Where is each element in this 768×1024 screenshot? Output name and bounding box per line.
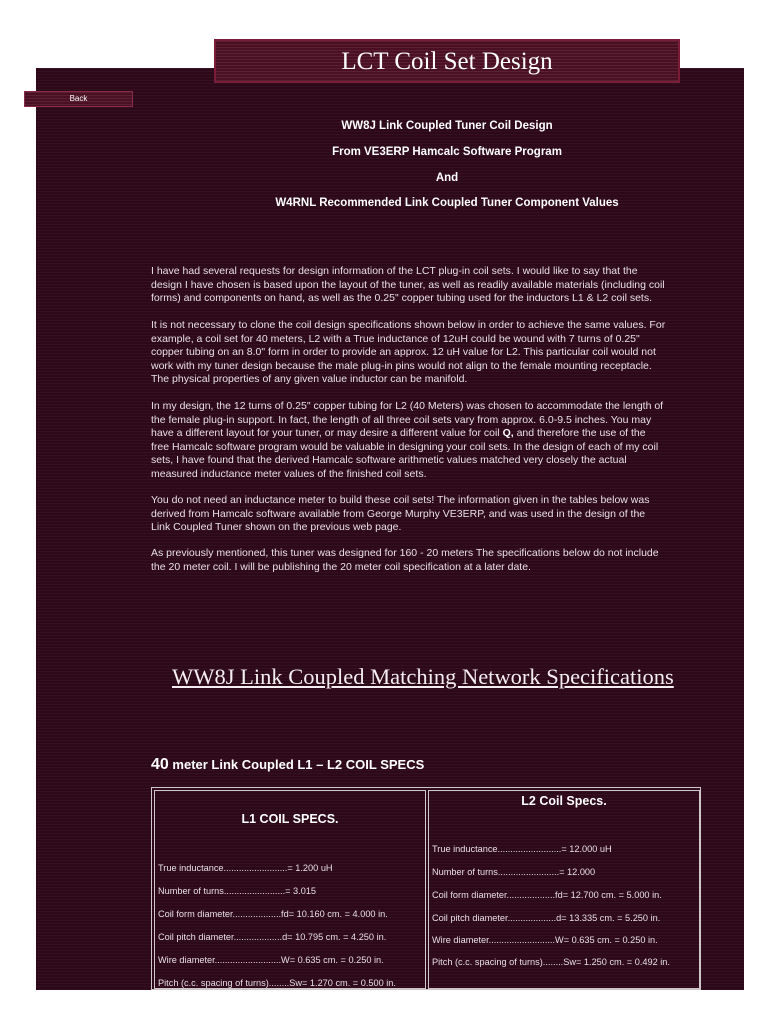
- heading-coil-design: WW8J Link Coupled Tuner Coil Design: [341, 120, 553, 132]
- l1-spec-line: Coil form diameter...................fd= 10.160 cm. = 4.000 in.: [158, 909, 388, 919]
- paragraph-meter: You do not need an inductance meter to build these coil sets! The information given in the tables below was derived from Hamcalc software available from George Murphy VE3ERP, and was used in the design of the Link Coupled Tuner shown on the previous web page.: [151, 494, 650, 534]
- specs-heading-number: 40: [151, 756, 169, 773]
- specs-heading-text: meter Link Coupled L1 – L2 COIL SPECS: [168, 757, 425, 772]
- l2-spec-line: Wire diameter..........................W= 0.635 cm. = 0.250 in.: [432, 935, 658, 945]
- heading-hamcalc-source: From VE3ERP Hamcalc Software Program: [332, 146, 562, 158]
- paragraph-intro: I have had several requests for design information of the LCT plug-in coil sets. I would like to say that the design I have chosen is based upon the layout of the tuner, as well as readily available materials (including coil forms) and components on hand, as well as the 0.25" copper tubing used for the inductors L1 & L2 coil sets.: [151, 265, 665, 305]
- coil-specs-table: [151, 787, 701, 990]
- paragraph-previous: As previously mentioned, this tuner was designed for 160 - 20 meters The specifications below do not include the 20 meter coil. I will be publishing the 20 meter coil specification at a later date.: [151, 547, 659, 573]
- l2-spec-line: True inductance.........................= 12.000 uH: [432, 844, 612, 854]
- l1-spec-line: True inductance.........................= 1.200 uH: [158, 863, 333, 873]
- specs-heading: [151, 756, 424, 774]
- l1-spec-line: Pitch (c.c. spacing of turns)........Sw= 1.270 cm. = 0.500 in.: [158, 978, 396, 988]
- l2-title: L2 Coil Specs.: [521, 794, 607, 808]
- paragraph-design-part1: In my design, the 12 turns of 0.25" copper tubing for L2 (40 Meters) was chosen to accommodate the length of the female plug-in support. In fact, the length of all three coil sets vary from approx. 6.0-9.5 inches. You may have a different layout for your tuner, or may desire a different value for coil: [151, 400, 664, 440]
- l1-title: L1 COIL SPECS.: [241, 812, 339, 826]
- l2-spec-line: Pitch (c.c. spacing of turns)........Sw= 1.250 cm. = 0.492 in.: [432, 957, 670, 967]
- l1-spec-line: Number of turns........................= 3.015: [158, 886, 317, 896]
- coil-q-label: Q,: [502, 427, 514, 440]
- l1-spec-line: Coil pitch diameter...................d= 10.795 cm. = 4.250 in.: [158, 932, 387, 942]
- paragraph-design: [151, 400, 745, 482]
- page-title: LCT Coil Set Design: [214, 39, 680, 83]
- back-button[interactable]: Back: [24, 91, 133, 107]
- l2-spec-line: Number of turns........................= 12.000: [432, 867, 596, 877]
- l2-specs-column: [428, 790, 700, 989]
- l1-specs-column: [154, 790, 426, 989]
- paragraph-design-part2: and therefore the use of the free Hamcalc software program would be valuable in designing your coil sets. In the design of each of my coil sets, I have found that the derived Hamcalc software arithmetic values matched very closely the actual measured inductance meter values of the finished coil sets.: [151, 427, 659, 480]
- section-title: WW8J Link Coupled Matching Network Specifications: [172, 664, 674, 689]
- l2-spec-line: Coil form diameter...................fd= 12.700 cm. = 5.000 in.: [432, 890, 662, 900]
- heading-and: And: [435, 172, 459, 184]
- heading-w4rnl-values: W4RNL Recommended Link Coupled Tuner Component Values: [275, 197, 619, 209]
- l2-spec-line: Coil pitch diameter...................d= 13.335 cm. = 5.250 in.: [432, 913, 661, 923]
- l1-spec-line: Wire diameter..........................W= 0.635 cm. = 0.250 in.: [158, 955, 384, 965]
- paragraph-clone: It is not necessary to clone the coil design specifications shown below in order to achieve the same values. For example, a coil set for 40 meters, L2 with a True inductance of 12uH could be wound with 7 turns of 0.25" copper tubing on an 8.0" form in order to provide an approx. 12 uH value for L2. This particular coil would not work with my tuner design because the male plug-in pins would not align to the female mounting receptacle. The physical properties of any given value inductor can be manifold.: [151, 319, 666, 386]
